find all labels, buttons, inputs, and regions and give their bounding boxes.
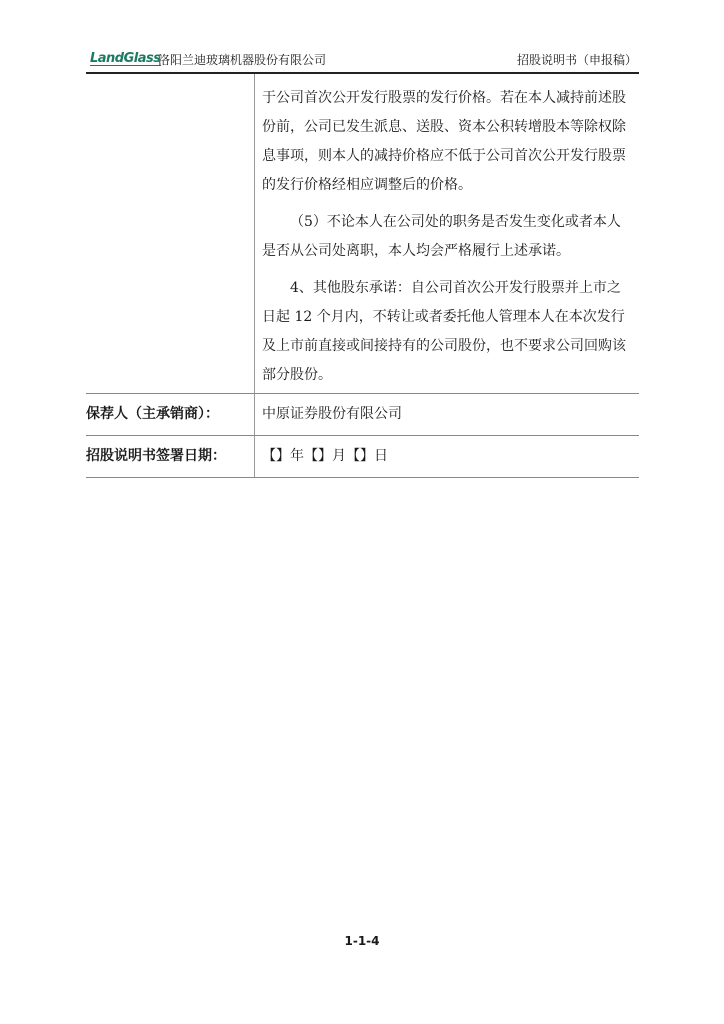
signing-date-value: 【】年【】月【】日 — [262, 448, 388, 464]
table-row-divider — [86, 435, 639, 436]
sponsor-value: 中原证券股份有限公司 — [262, 406, 402, 422]
page-number: 1-1-4 — [344, 934, 380, 948]
page-header — [86, 48, 639, 74]
paragraph: （5）不论本人在公司处的职务是否发生变化或者本人是否从公司处离职，本人均会严格履行上述承诺。 — [262, 214, 621, 259]
company-name: 洛阳兰迪玻璃机器股份有限公司 — [158, 53, 327, 67]
sponsor-label: 保荐人（主承销商）： — [86, 406, 219, 422]
company-logo: LandGlass — [90, 51, 161, 66]
signing-date-label: 招股说明书签署日期： — [86, 448, 226, 464]
table-column-divider — [254, 74, 255, 478]
table-row-divider — [86, 393, 639, 394]
body-text — [262, 84, 634, 398]
paragraph: 4、其他股东承诺：自公司首次公开发行股票并上市之日起 12 个月内，不转让或者委托他人管理本人在本次发行及上市前直接或间接持有的公司股份，也不要求公司回购该部分股份。 — [262, 280, 626, 383]
table-bottom-border — [86, 477, 639, 478]
document-title: 招股说明书（申报稿） — [516, 53, 637, 67]
header-divider — [86, 72, 639, 74]
paragraph: 于公司首次公开发行股票的发行价格。若在本人减持前述股份前，公司已发生派息、送股、资本公积转增股本等除权除息事项，则本人的减持价格应不低于公司首次公开发行股票的发行价格经相应调整后的价格。 — [262, 90, 626, 193]
